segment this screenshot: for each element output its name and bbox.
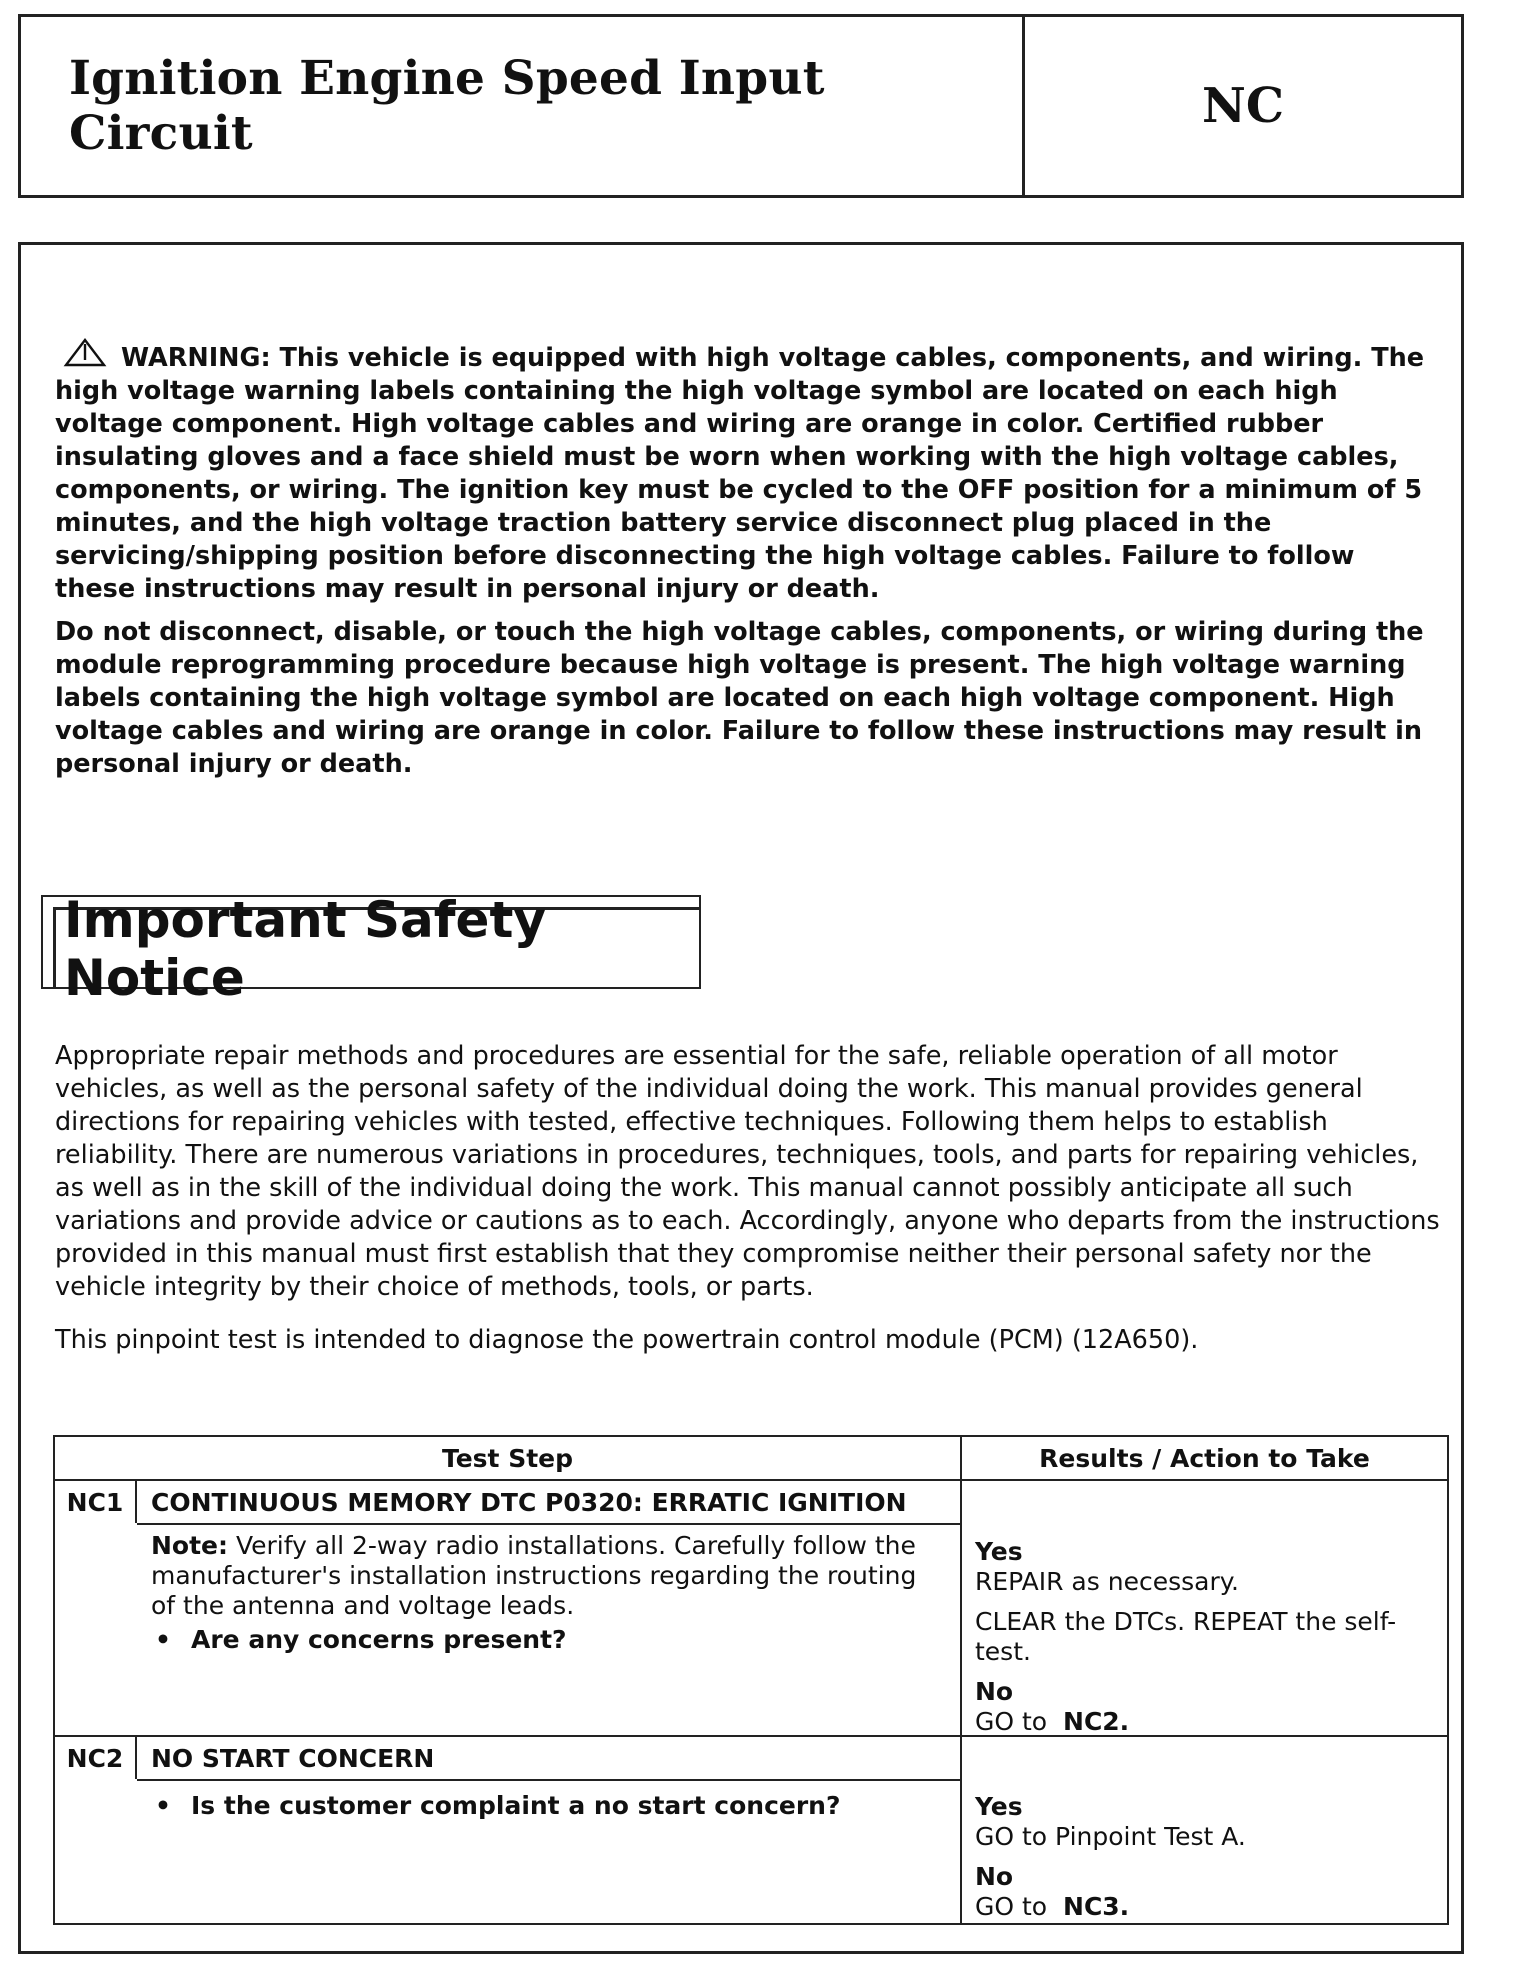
notice-body: [55, 1040, 1440, 1377]
no-action-target: NC2.: [1063, 1707, 1130, 1736]
yes-action-2: CLEAR the DTCs. REPEAT the self-test.: [975, 1607, 1397, 1666]
no-label: No: [975, 1862, 1014, 1891]
main-content: [18, 242, 1464, 1954]
section-code: NC: [1201, 78, 1285, 134]
step-question-nc2: [151, 1791, 941, 1821]
header-box: [18, 14, 1464, 198]
step-body-nc2: [151, 1787, 941, 1821]
note-text: Verify all 2-way radio installations. Carefully follow the manufacturer's installation instructions regarding the routing of the antenna and voltage leads.: [151, 1531, 917, 1620]
step-title-nc2: NO START CONCERN: [151, 1743, 435, 1773]
yes-label: Yes: [975, 1792, 1023, 1821]
step-title-nc1: CONTINUOUS MEMORY DTC P0320: ERRATIC IGNITION: [151, 1487, 907, 1517]
yes-action-1: REPAIR as necessary.: [975, 1567, 1239, 1596]
warning-paragraph-1: [55, 338, 1435, 606]
step-note-nc1: [151, 1531, 941, 1621]
column-header-test-step: Test Step: [441, 1443, 574, 1473]
pinpoint-intro: This pinpoint test is intended to diagnose the powertrain control module (PCM) (12A650).: [55, 1325, 1199, 1355]
no-label: No: [975, 1677, 1014, 1706]
warning-triangle-icon: [63, 338, 107, 368]
column-header-results: Results / Action to Take: [1039, 1443, 1370, 1473]
no-action: [975, 1892, 1435, 1922]
notice-heading: Important Safety Notice: [53, 907, 699, 987]
step-title-rule-nc1: [137, 1523, 960, 1525]
result-nc2: [975, 1792, 1435, 1922]
step-id-nc1: NC1: [55, 1481, 137, 1523]
notice-heading-box: [41, 890, 701, 1007]
no-action-target: NC3.: [1063, 1892, 1130, 1921]
warning-block: [55, 338, 1435, 791]
no-action-prefix: GO to: [975, 1707, 1048, 1736]
column-divider: [960, 1437, 962, 1923]
step-id-nc2: NC2: [55, 1737, 137, 1779]
question-text: Is the customer complaint a no start concern?: [190, 1791, 841, 1820]
yes-label: Yes: [975, 1537, 1023, 1566]
note-label: Note:: [151, 1531, 229, 1560]
bullet-mark: •: [155, 1791, 171, 1820]
no-action-prefix: GO to: [975, 1892, 1048, 1921]
warning-text-1: WARNING: This vehicle is equipped with high voltage cables, components, and wiring. The high voltage warning labels containing the high voltage symbol are located on each high voltage component. High voltage cables and wiring are orange in color. Certified rubber insulating gloves and a face shield must be worn when working with the high voltage cables, components, or wiring. The ignition key must be cycled to the OFF position for a minimum of 5 minutes, and the high voltage traction battery service disconnect plug placed in the servicing/shipping position before disconnecting the high voltage cables. Failure to follow these instructions may result in personal injury or death.: [55, 343, 1425, 604]
warning-paragraph-2: Do not disconnect, disable, or touch the high voltage cables, components, or wiring during the module reprogramming procedure because high voltage is present. The high voltage warning labels containing the high voltage symbol are located on each high voltage component. High voltage cables and wiring are orange in color. Failure to follow these instructions may result in personal injury or death.: [55, 617, 1424, 779]
page-title: Ignition Engine Speed Input Circuit: [21, 17, 1025, 195]
result-nc1: [975, 1537, 1435, 1737]
step-title-rule-nc2: [137, 1779, 960, 1781]
test-step-table: [53, 1435, 1449, 1925]
step-question-nc1: [151, 1625, 941, 1655]
question-text: Are any concerns present?: [190, 1625, 567, 1654]
yes-action-1: GO to Pinpoint Test A.: [975, 1822, 1246, 1851]
step-body-nc1: [151, 1531, 941, 1655]
notice-paragraph: Appropriate repair methods and procedures are essential for the safe, reliable operation of all motor vehicles, as well as the personal safety of the individual doing the work. This manual provides general directions for repairing vehicles with tested, effective techniques. Following them helps to establish reliability. There are numerous variations in procedures, techniques, tools, and parts for repairing vehicles, as well as in the skill of the individual doing the work. This manual cannot possibly anticipate all such variations and provide advice or cautions as to each. Accordingly, anyone who departs from the instructions provided in this manual must first establish that they compromise neither their personal safety nor the vehicle integrity by their choice of methods, tools, or parts.: [55, 1041, 1440, 1302]
bullet-mark: •: [155, 1625, 171, 1654]
no-action: [975, 1707, 1435, 1737]
